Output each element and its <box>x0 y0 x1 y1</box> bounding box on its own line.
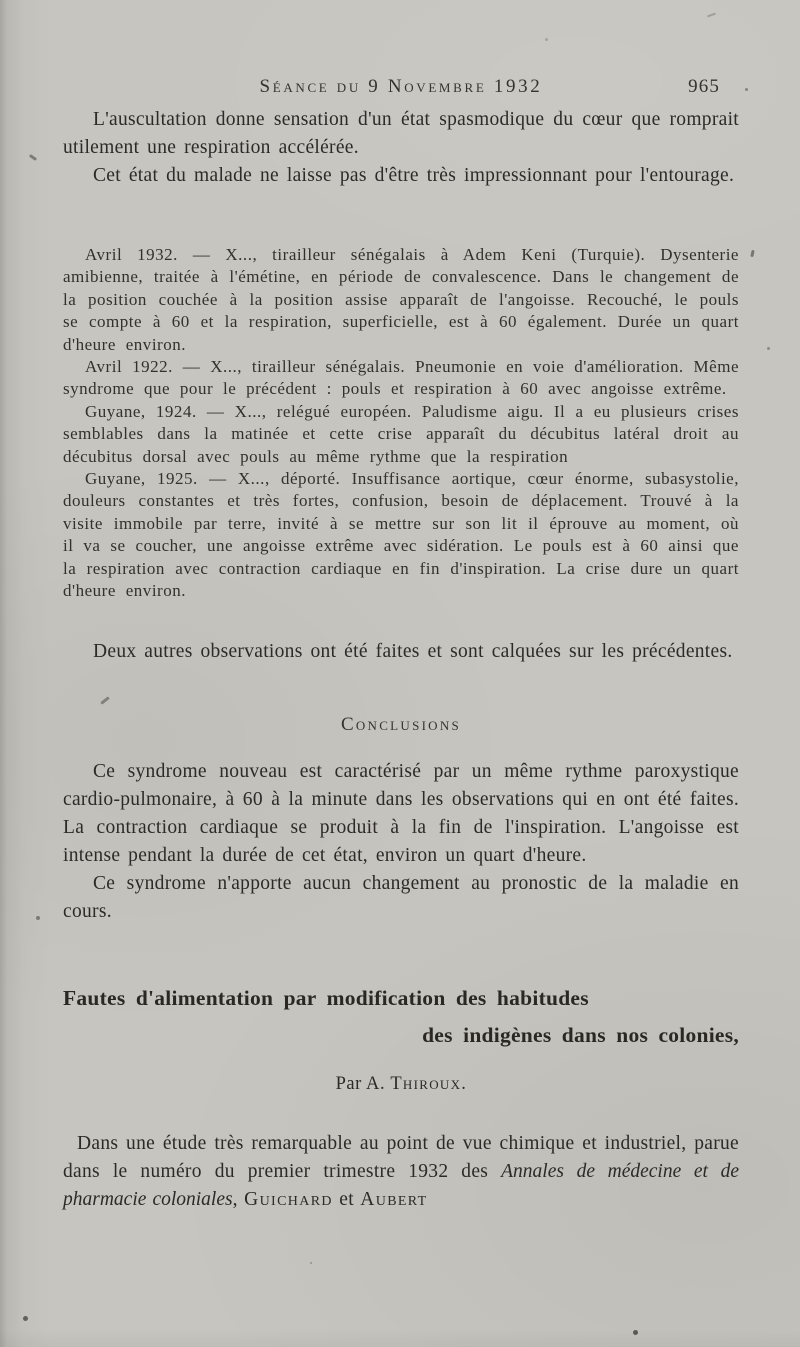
paper-speck <box>767 347 770 350</box>
paper-speck <box>310 1262 312 1264</box>
ink-mark <box>29 154 37 161</box>
byline-prefix: Par A. <box>335 1074 391 1094</box>
intro-paragraph: Cet état du malade ne laisse pas d'être très impressionnant pour l'entourage. <box>93 165 735 186</box>
observation-entry: Guyane, 1924. — X..., relégué européen. Paludisme aigu. Il a eu plusieurs crises semblables dans la matinée et cette crise apparaît du décubitus latéral droit au décubitus dorsal avec pouls au même rythme que la respiration <box>63 401 739 466</box>
closing-note-section <box>63 638 739 666</box>
conclusions-section <box>63 758 739 926</box>
paper-speck <box>545 38 548 41</box>
opening-separator: , <box>232 1189 245 1210</box>
observation-entry: Guyane, 1925. — X..., déporté. Insuffisance aortique, cœur énorme, subasystolie, douleurs constantes et très fortes, confusion, besoin de déplacement. Trouvé à la visite immobile par terre, invité à se mettre sur son lit il éprouve au moment, où il va se coucher, une angoisse extrême avec sidération. Le pouls est à 60 ainsi que la respiration avec contraction cardiaque en fin d'inspiration. La crise dure un quart d'heure environ. <box>63 469 739 601</box>
running-header <box>63 76 739 102</box>
article-title-line-1: Fautes d'alimentation par modification des habitudes <box>63 986 589 1010</box>
byline-suffix: . <box>461 1074 467 1094</box>
intro-section <box>63 106 739 190</box>
article-byline <box>63 1074 739 1095</box>
paper-scratch <box>707 13 716 18</box>
intro-paragraph: L'auscultation donne sensation d'un état spasmodique du cœur que romprait utilement une respiration accélérée. <box>63 109 739 158</box>
conclusions-heading: Conclusions <box>340 714 462 735</box>
cited-author: Aubert <box>360 1189 428 1210</box>
pen-stroke <box>100 696 110 705</box>
article-opening-section <box>63 1130 739 1214</box>
next-article-title <box>63 980 739 1054</box>
article-title-line-2: des indigènes dans nos colonies, <box>422 1023 739 1047</box>
paper-speck <box>36 916 40 920</box>
ink-mark <box>750 250 754 257</box>
observation-entry: Avril 1922. — X..., tirailleur sénégalais. Pneumonie en voie d'amélioration. Même syndrome que pour le précédent : pouls et respiration à 60 avec angoisse extrême. <box>63 357 739 399</box>
cited-author: Guichard <box>244 1189 333 1210</box>
article-opening-paragraph <box>63 1130 739 1214</box>
paper-speck <box>23 1316 28 1321</box>
observation-entry: Avril 1932. — X..., tirailleur sénégalais à Adem Keni (Turquie). Dysenterie amibienne, traitée à l'émétine, en période de convalescence. Dans le changement de la position couchée à la position assise apparaît de l'angoisse. Recouché, le pouls se compte à 60 et la respiration, superficielle, est à 60 également. Durée un quart d'heure environ. <box>63 245 739 354</box>
opening-conjunction: et <box>332 1189 361 1210</box>
case-observations-section <box>63 244 739 603</box>
page-number: 965 <box>688 76 720 97</box>
paper-speck <box>745 88 748 91</box>
journal-title-italic: Annales de médecine et de pharmacie coloniales <box>63 1161 739 1210</box>
running-title: Séance du 9 Novembre 1932 <box>259 76 543 97</box>
byline-author: Thiroux <box>390 1074 462 1094</box>
closing-note-paragraph: Deux autres observations ont été faites et sont calquées sur les précédentes. <box>93 641 733 662</box>
paper-speck <box>633 1330 638 1335</box>
conclusion-paragraph: Ce syndrome nouveau est caractérisé par un même rythme paroxystique cardio-pulmonaire, à 60 à la minute dans les observations qui en ont été faites. La contraction cardiaque se produit à la fin de l'inspiration. L'angoisse est intense pendant la durée de cet état, environ un quart d'heure. <box>63 761 739 866</box>
opening-text: Dans une étude très remarquable au point de vue chimique et industriel, parue dans le numéro du premier trimestre 1932 des <box>63 1133 739 1182</box>
conclusion-paragraph: Ce syndrome n'apporte aucun changement au pronostic de la maladie en cours. <box>63 873 739 922</box>
